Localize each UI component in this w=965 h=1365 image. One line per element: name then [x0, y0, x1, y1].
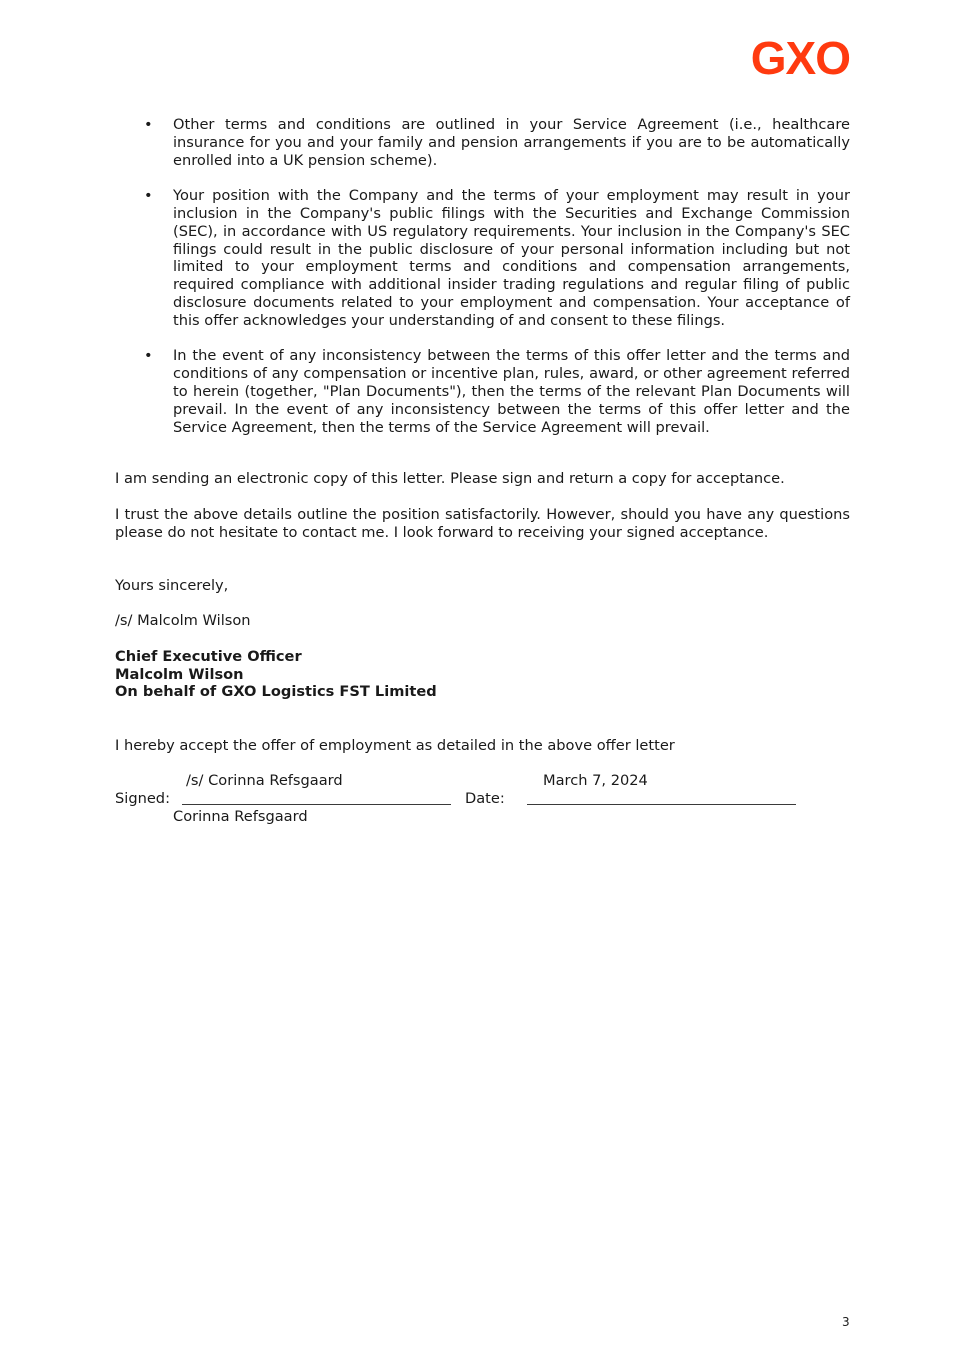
salutation: Yours sincerely,	[115, 577, 229, 594]
gxo-logo: GXO	[750, 32, 850, 84]
bullet-text: Your position with the Company and the terms of your employment may result in your inclusion in the Company's public filings with the Securities and Exchange Commission (SEC), in accordance with US regulatory requirements. Your inclusion in the Company's SEC filings could result in the public disclosure of your personal information including but not limited to your employment terms and conditions and compensation arrangements, required compliance with additional insider trading regulations and regular filing of public disclosure documents related to your employment and compensation. Your acceptance of this offer acknowledges your understanding of and consent to these filings.	[173, 187, 850, 329]
sender-name: Malcolm Wilson	[115, 666, 244, 683]
acceptance-date: March 7, 2024	[543, 772, 648, 789]
sender-title: Chief Executive Officer	[115, 648, 302, 665]
bullet-dot-icon: •	[144, 116, 153, 133]
trust-paragraph: I trust the above details outline the position satisfactorily. However, should you have any questions please do not hesitate to contact me. I look forward to receiving your signed acceptance.	[115, 506, 850, 541]
date-label: Date:	[465, 790, 505, 807]
bullet-dot-icon: •	[144, 347, 153, 365]
page-number: 3	[842, 1315, 850, 1329]
bullet-service-agreement	[115, 116, 850, 169]
acceptance-statement: I hereby accept the offer of employment as detailed in the above offer letter	[115, 737, 675, 754]
bullet-text: Other terms and conditions are outlined in your Service Agreement (i.e., healthcare insurance for you and your family and pension arrangements if you are to be automatically enrolled into a UK pension scheme).	[173, 116, 850, 169]
date-line	[527, 804, 796, 805]
bullet-inconsistency	[115, 347, 850, 436]
signer-name: Corinna Refsgaard	[173, 808, 308, 825]
sender-company: On behalf of GXO Logistics FST Limited	[115, 683, 437, 700]
bullet-text: In the event of any inconsistency between the terms of this offer letter and the terms and conditions of any compensation or incentive plan, rules, award, or other agreement referred to herein (together, "Plan Documents"), then the terms of the relevant Plan Documents will prevail. In the event of any inconsistency between the terms of this offer letter and the Service Agreement, then the terms of the Service Agreement will prevail.	[173, 347, 850, 436]
sender-signature: /s/ Malcolm Wilson	[115, 612, 251, 629]
bullet-sec-filings	[115, 187, 850, 329]
electronic-copy-paragraph: I am sending an electronic copy of this letter. Please sign and return a copy for acceptance.	[115, 470, 785, 487]
bullet-dot-icon: •	[144, 187, 153, 205]
terms-bullet-list	[115, 116, 850, 454]
signed-label: Signed:	[115, 790, 170, 807]
signature-line	[182, 804, 451, 805]
signer-signature: /s/ Corinna Refsgaard	[186, 772, 343, 789]
